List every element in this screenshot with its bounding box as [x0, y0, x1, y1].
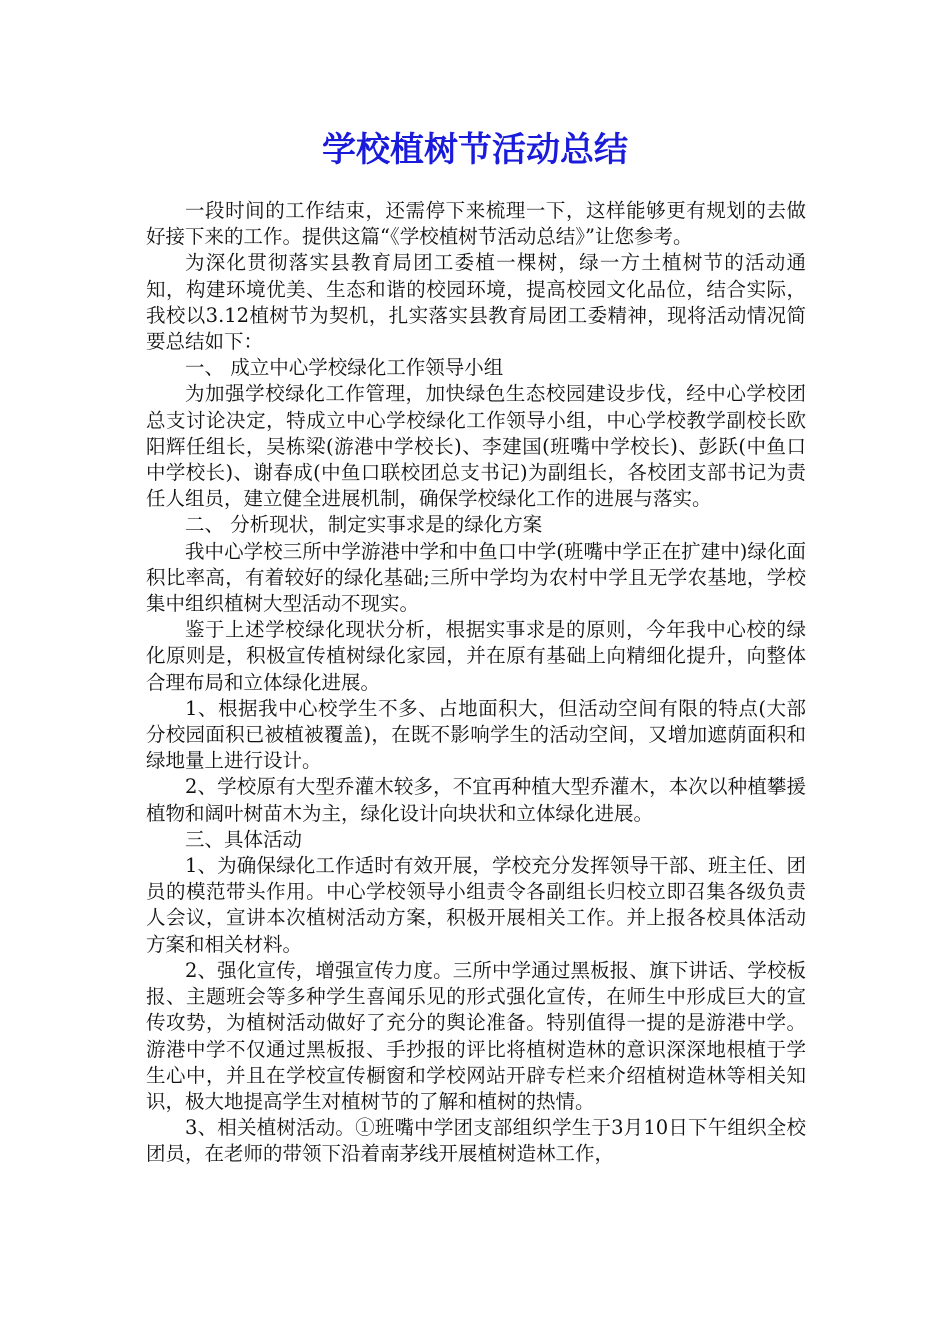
paragraph-leadership-group: 为加强学校绿化工作管理，加快绿色生态校园建设步伐，经中心学校团总支讨论决定，特成立中心学校绿化工作领导小组，中心学校教学副校长欧阳辉任组长，吴栋梁(游港中学校长)、李建国(班嘴中学校长)、彭跃(中鱼口中学校长)、谢春成(中鱼口联校团总支书记)为副组长，各校团支部书记为责任人组员，建立健全进展机制，确保学校绿化工作的进展与落实。: [146, 382, 806, 511]
paragraph-intro: 一段时间的工作结束，还需停下来梳理一下，这样能够更有规划的去做好接下来的工作。提供这篇“《学校植树节活动总结》”让您参考。: [146, 199, 806, 249]
paragraph-current-status: 我中心学校三所中学游港中学和中鱼口中学(班嘴中学正在扩建中)绿化面积比率高，有着较好的绿化基础;三所中学均为农村中学且无学农基地，学校集中组织植树大型活动不现实。: [146, 539, 806, 616]
document-title: 学校植树节活动总结: [322, 130, 628, 170]
section-heading-1: 一、 成立中心学校绿化工作领导小组: [185, 356, 504, 380]
paragraph-greening-principle: 鉴于上述学校绿化现状分析，根据实事求是的原则，今年我中心校的绿化原则是，积极宣传植树绿化家园，并在原有基础上向精细化提升，向整体合理布局和立体绿化进展。: [146, 618, 806, 694]
paragraph-activity-3: 3、相关植树活动。①班嘴中学团支部组织学生于3月10日下午组织全校团员，在老师的带领下沿着南茅线开展植树造林工作，: [146, 1116, 806, 1166]
paragraph-point-1: 1、根据我中心校学生不多、占地面积大，但活动空间有限的特点(大部分校园面积已被植被覆盖)，在既不影响学生的活动空间，又增加遮荫面积和绿地量上进行设计。: [146, 696, 806, 773]
paragraph-activity-1: 1、为确保绿化工作适时有效开展，学校充分发挥领导干部、班主任、团员的模范带头作用。中心学校领导小组责令各副组长归校立即召集各级负责人会议，宣讲本次植树活动方案，积极开展相关工作。并上报各校具体活动方案和相关材料。: [146, 854, 806, 956]
paragraph-point-2: 2、学校原有大型乔灌木较多，不宜再种植大型乔灌木，本次以种植攀援植物和阔叶树苗木为主，绿化设计向块状和立体绿化进展。: [146, 775, 806, 825]
section-heading-2: 二、 分析现状，制定实事求是的绿化方案: [185, 513, 543, 537]
paragraph-background: 为深化贯彻落实县教育局团工委植一棵树，绿一方土植树节的活动通知，构建环境优美、生态和谐的校园环境，提高校园文化品位，结合实际，我校以3.12植树节为契机，扎实落实县教育局团工委精神，现将活动情况简要总结如下：: [146, 251, 806, 354]
document-body: [146, 198, 806, 1168]
section-heading-3: 三、具体活动: [185, 827, 303, 851]
paragraph-activity-2: 2、强化宣传，增强宣传力度。三所中学通过黑板报、旗下讲话、学校板报、主题班会等多种学生喜闻乐见的形式强化宣传，在师生中形成巨大的宣传攻势，为植树活动做好了充分的舆论准备。特别值得一提的是游港中学。游港中学不仅通过黑板报、手抄报的评比将植树造林的意识深深地根植于学生心中，并且在学校宣传橱窗和学校网站开辟专栏来介绍植树造林等相关知识，极大地提高学生对植树节的了解和植树的热情。: [146, 958, 806, 1113]
